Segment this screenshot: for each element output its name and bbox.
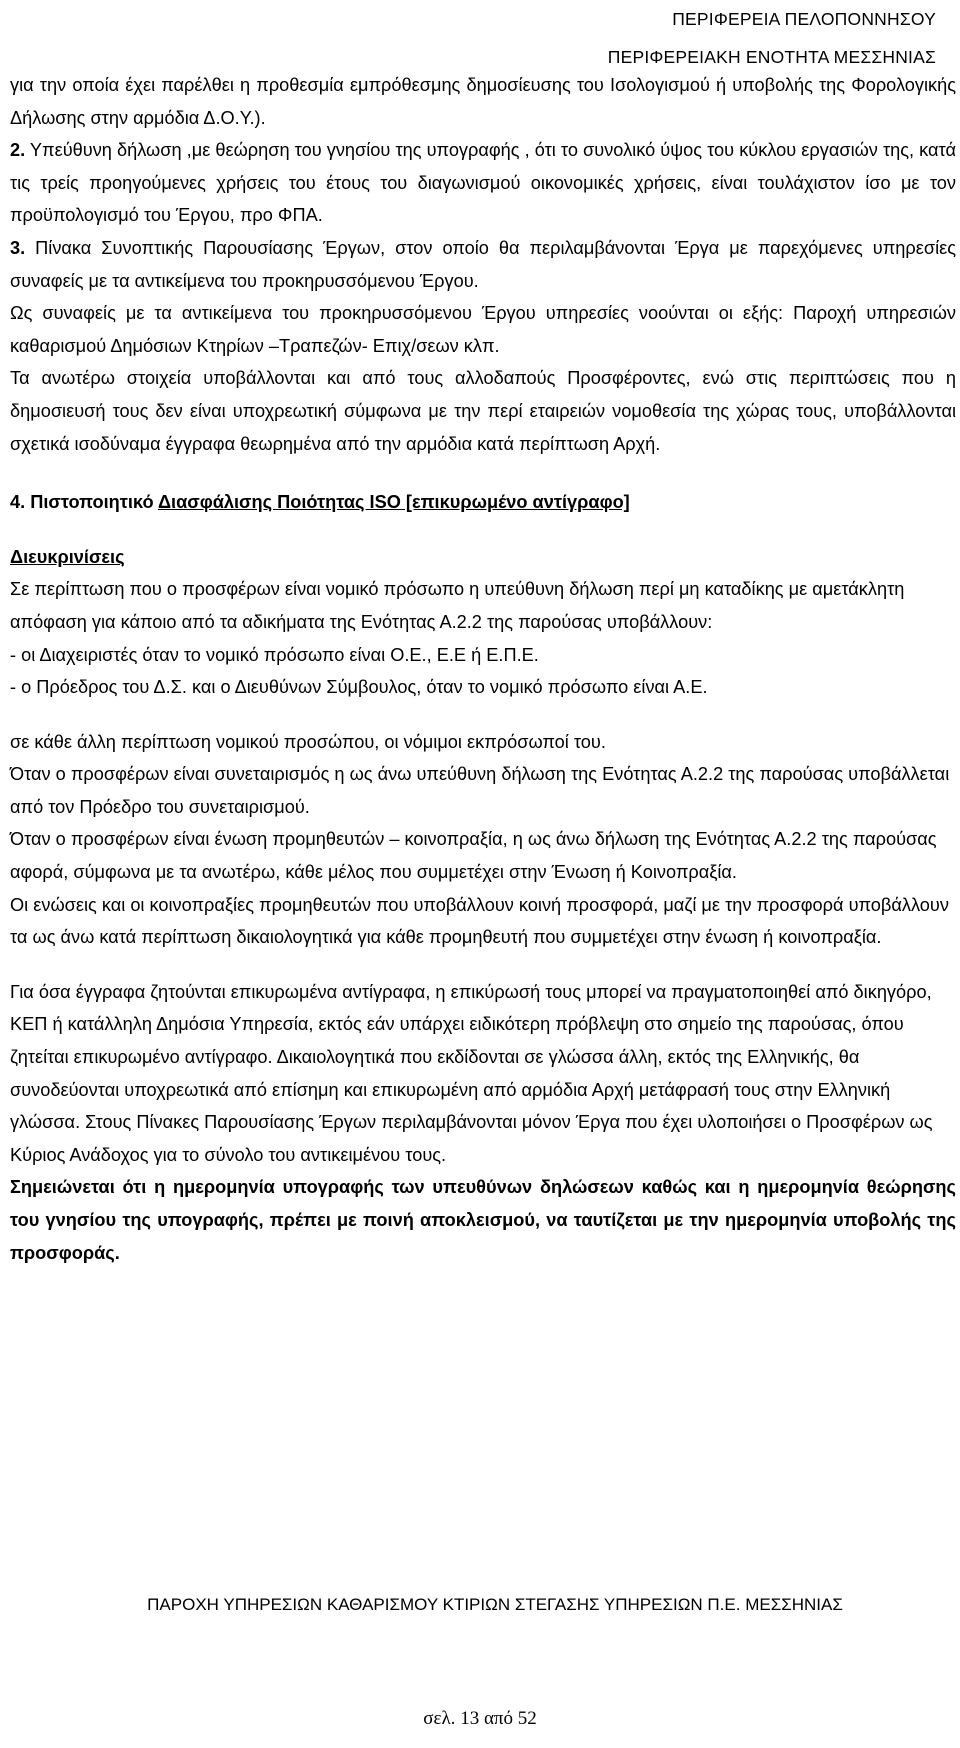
paragraph-4: Ως συναφείς με τα αντικείμενα του προκηρυσσόμενου Έργου υπηρεσίες νοούνται οι εξής: Παροχή υπηρεσιών καθαρισμού Δημόσιων Κτηρίων –Τραπεζών- Επιχ/σεων κλπ. bbox=[10, 303, 956, 356]
clarification-2: - οι Διαχειριστές όταν το νομικό πρόσωπο είναι Ο.Ε., Ε.Ε ή Ε.Π.Ε. bbox=[10, 644, 539, 665]
page-total: 52 bbox=[517, 1708, 537, 1729]
page-separator: από bbox=[479, 1708, 518, 1729]
item-number-3: 3. bbox=[10, 237, 26, 258]
clarification-6: Όταν ο προσφέρων είναι ένωση προμηθευτών – κοινοπραξία, η ως άνω δήλωση της Ενότητας Α.2.2 της παρούσας αφορά, σύμφωνα με τα ανωτέρω, κάθε μέλος που συμμετέχει στην Ένωση ή Κοινοπραξία. bbox=[10, 829, 937, 883]
page-current: 13 bbox=[460, 1708, 480, 1729]
header-regional-unit: ΠΕΡΙΦΕΡΕΙΑΚΗ ΕΝΟΤΗΤΑ ΜΕΣΣΗΝΙΑΣ bbox=[607, 47, 936, 67]
footer-title: ΠΑΡΟΧΗ ΥΠΗΡΕΣΙΩΝ ΚΑΘΑΡΙΣΜΟΥ ΚΤΙΡΙΩΝ ΣΤΕΓΑΣΗΣ ΥΠΗΡΕΣΙΩΝ Π.Ε. ΜΕΣΣΗΝΙΑΣ bbox=[147, 1595, 843, 1614]
heading-number-4: 4. bbox=[10, 492, 26, 513]
paragraph-1: για την οποία έχει παρέλθει η προθεσμία εμπρόθεσμης δημοσίευσης του Ισολογισμού ή υποβολής της Φορολογικής Δήλωσης στην αρμόδια Δ.Ο.Υ.). bbox=[10, 75, 956, 128]
paragraph-2-text: Υπεύθυνη δήλωση ,με θεώρηση του γνησίου της υπογραφής , ότι το συνολικό ύψος του κύκλου εργασιών της, κατά τις τρείς προηγούμενες χρήσεις του έτους του διαγωνισμού οικονομικές χρήσεις, είναι τουλάχιστον ίσο με τον προϋπολογισμό του Έργου, προ ΦΠΑ. bbox=[10, 140, 956, 226]
paragraph-5: Τα ανωτέρω στοιχεία υποβάλλονται και από τους αλλοδαπούς Προσφέροντες, ενώ στις περιπτώσεις που η δημοσιευσή τους δεν είναι υποχρεωτική σύμφωνα με την περί εταιρειών νομοθεσία της χώρας τους, υποβάλλονται σχετικά ισοδύναμα έγγραφα θεωρημένα από την αρμόδια κατά περίπτωση Αρχή. bbox=[10, 368, 956, 454]
signature-date-note: Σημειώνεται ότι η ημερομηνία υπογραφής των υπευθύνων δηλώσεων καθώς και η ημερομηνία θεώρησης του γνησίου της υπογραφής, πρέπει με ποινή αποκλεισμού, να ταυτίζεται με την ημερομηνία υποβολής της προσφοράς. bbox=[10, 1177, 956, 1263]
paragraph-2 bbox=[10, 134, 956, 232]
page-label: σελ. bbox=[423, 1708, 461, 1729]
clarification-5: Όταν ο προσφέρων είναι συνεταιρισμός η ως άνω υπεύθυνη δήλωση της Ενότητας Α.2.2 της παρούσας υποβάλλεται από τον Πρόεδρο του συνεταιρισμού. bbox=[10, 764, 950, 817]
page-footer bbox=[0, 1595, 960, 1615]
paragraph-3-text: Πίνακα Συνοπτικής Παρουσίασης Έργων, στον οποίο θα περιλαμβάνονται Έργα με παρεχόμενες υπηρεσίες συναφείς με τα αντικείμενα του προκηρυσσόμενου Έργου. bbox=[10, 237, 956, 291]
page-header bbox=[608, 0, 936, 76]
document-body bbox=[10, 69, 956, 1269]
clarification-7: Οι ενώσεις και οι κοινοπραξίες προμηθευτών που υποβάλλουν κοινή προσφορά, μαζί με την προσφορά υποβάλλουν τα ως άνω κατά περίπτωση δικαιολογητικά για κάθε προμηθευτή που συμμετέχει στην ένωση ή κοινοπραξία. bbox=[10, 894, 949, 948]
page-number bbox=[0, 1708, 960, 1730]
paragraph-3 bbox=[10, 232, 956, 297]
clarification-8: Για όσα έγγραφα ζητούνται επικυρωμένα αντίγραφα, η επικύρωσή τους μπορεί να πραγματοποιηθεί από δικηγόρο, ΚΕΠ ή κατάλληλη Δημόσια Υπηρεσία, εκτός εάν υπάρχει ειδικότερη πρόβλεψη στο σημείο της παρούσας, όπου ζητείται επικυρωμένο αντίγραφο. Δικαιολογητικά που εκδίδονται σε γλώσσα άλλη, εκτός της Ελληνικής, θα συνοδεύονται υποχρεωτικά από επίσημη και επικυρωμένη από αρμόδια Αρχή μετάφρασή τους στην Ελληνική γλώσσα. Στους Πίνακες Παρουσίασης Έργων περιλαμβάνονται μόνον Έργα που έχει υλοποιήσει ο Προσφέρων ως Κύριος Ανάδοχος για το σύνολο του αντικειμένου τους. bbox=[10, 981, 933, 1165]
clarification-3: - ο Πρόεδρος του Δ.Σ. και ο Διευθύνων Σύμβουλος, όταν το νομικό πρόσωπο είναι Α.Ε. bbox=[10, 677, 708, 698]
header-region: ΠΕΡΙΦΕΡΕΙΑ ΠΕΛΟΠΟΝΝΗΣΟΥ bbox=[672, 9, 936, 29]
clarifications-title: Διευκρινίσεις bbox=[10, 546, 125, 567]
clarification-4: σε κάθε άλλη περίπτωση νομικού προσώπου, οι νόμιμοι εκπρόσωποί του. bbox=[10, 731, 606, 752]
heading-4-part-b: Διασφάλισης Ποιότητας ISO [επικυρωμένο αντίγραφο] bbox=[157, 492, 630, 513]
item-number-2: 2. bbox=[10, 140, 26, 161]
clarification-1: Σε περίπτωση που ο προσφέρων είναι νομικό πρόσωπο η υπεύθυνη δήλωση περί μη καταδίκης με αμετάκλητη απόφαση για κάποιο από τα αδικήματα της Ενότητας Α.2.2 της παρούσας υποβάλλουν: bbox=[10, 579, 905, 632]
section-heading-4 bbox=[10, 486, 956, 519]
heading-4-part-a: Πιστοποιητικό bbox=[25, 492, 158, 513]
